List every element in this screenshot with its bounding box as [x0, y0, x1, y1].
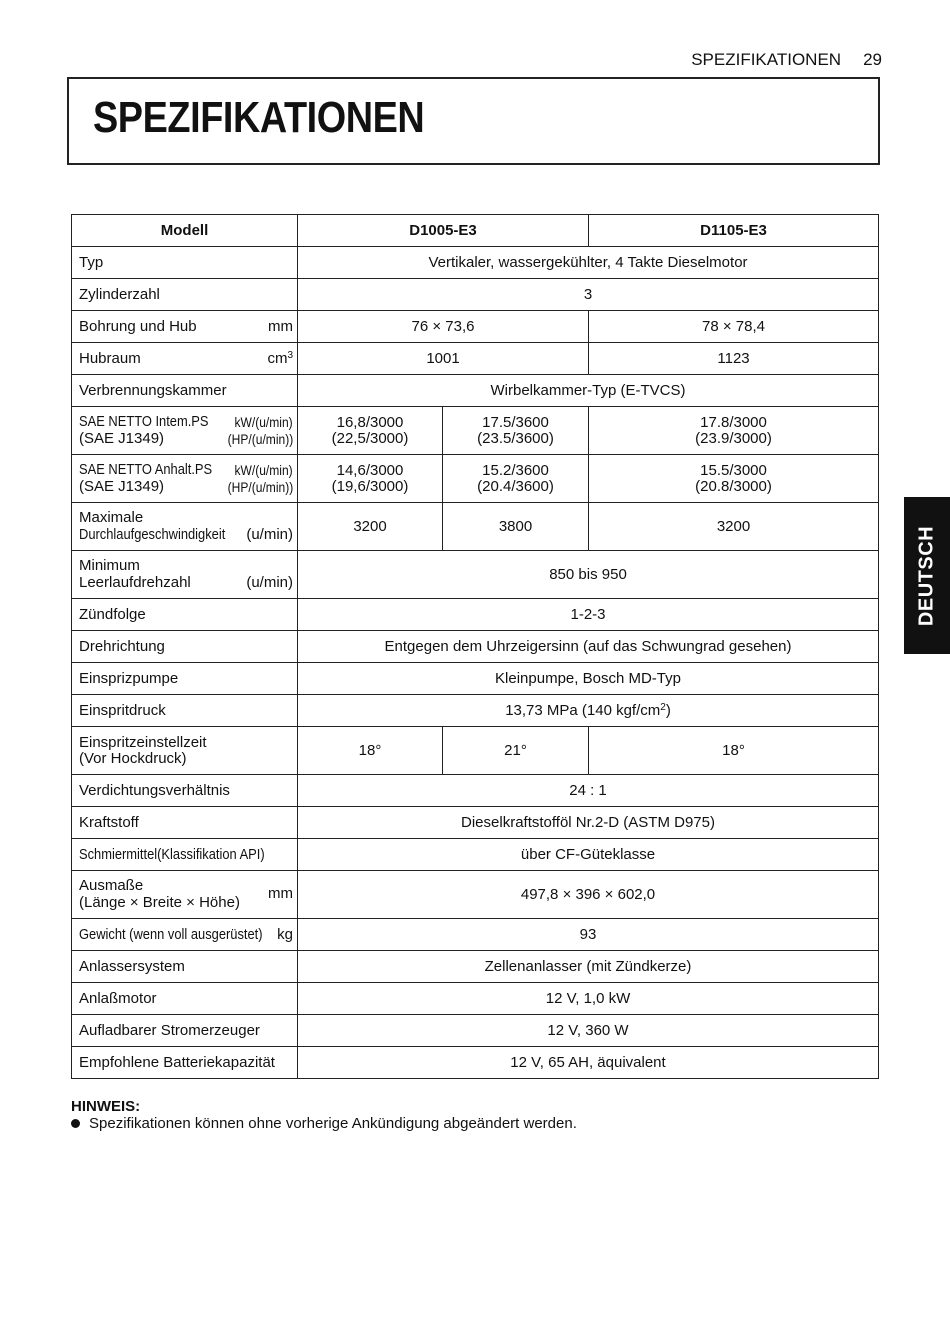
unit-label: kg — [277, 925, 293, 943]
cell-value: 1-2-3 — [298, 599, 879, 631]
cell-value: 13,73 MPa (140 kgf/$cm^2$) — [298, 695, 879, 727]
table-row — [72, 631, 879, 663]
cell-value: Wirbelkammer-Typ (E-TVCS) — [298, 375, 879, 407]
model-d1105-header: D1105-E3 — [589, 215, 879, 247]
cell-value: 18° — [298, 727, 443, 775]
table-row — [72, 503, 879, 551]
table-row — [72, 951, 879, 983]
row-label: Maximale — [79, 508, 144, 526]
row-label: Drehrichtung — [72, 631, 298, 663]
cell-value: 24 : 1 — [298, 775, 879, 807]
cell-value: 850 bis 950 — [298, 551, 879, 599]
table-row — [72, 279, 879, 311]
note-item — [71, 1115, 577, 1132]
row-label: Zylinderzahl — [72, 279, 298, 311]
cell-value: 497,8 × 396 × 602,0 — [298, 871, 879, 919]
table-row — [72, 1047, 879, 1079]
row-label: SAE NETTO Anhalt.PS — [79, 460, 213, 478]
cell-value: 78 × 78,4 — [589, 311, 879, 343]
row-label: Verbrennungskammer — [72, 375, 298, 407]
row-label-cell — [72, 407, 298, 455]
unit-label: (HP/(u/min)) — [227, 478, 293, 495]
row-label-sub: (SAE J1349) — [79, 429, 165, 447]
table-row — [72, 551, 879, 599]
table-row — [72, 247, 879, 279]
row-label-cell — [72, 311, 298, 343]
model-header: Modell — [72, 215, 298, 247]
table-row — [72, 839, 879, 871]
row-label-cell — [72, 503, 298, 551]
table-row — [72, 695, 879, 727]
cell-value: 3200 — [298, 503, 443, 551]
row-label: Kraftstoff — [72, 807, 298, 839]
page-number: 29 — [863, 50, 882, 69]
section-name: SPEZIFIKATIONEN — [691, 50, 842, 69]
language-tab-label: DEUTSCH — [915, 525, 938, 626]
model-d1005-header: D1005-E3 — [298, 215, 589, 247]
row-label: Ausmaße — [79, 876, 144, 894]
row-label-cell — [72, 343, 298, 375]
cell-value: 1001 — [298, 343, 589, 375]
title-box — [67, 77, 880, 165]
cell-value: 14,6/3000 (19,6/3000) — [298, 455, 443, 503]
language-tab — [904, 497, 950, 654]
note-text: Spezifikationen können ohne vorherige Ankündigung abgeändert werden. — [89, 1115, 577, 1132]
row-label: Aufladbarer Stromerzeuger — [72, 1015, 298, 1047]
table-row — [72, 311, 879, 343]
table-row — [72, 775, 879, 807]
row-label: Einspritdruck — [72, 695, 298, 727]
unit-label: kW/(u/min) — [234, 413, 293, 430]
cell-value: 15.2/3600 (20.4/3600) — [443, 455, 589, 503]
cell-value: Zellenanlasser (mit Zündkerze) — [298, 951, 879, 983]
cell-value: Dieselkraftstofföl Nr.2-D (ASTM D975) — [298, 807, 879, 839]
row-label: Hubraum — [79, 349, 141, 367]
table-row — [72, 1015, 879, 1047]
row-label-sub: (Länge × Breite × Höhe) — [79, 893, 240, 911]
cell-value: Entgegen dem Uhrzeigersinn (auf das Schwungrad gesehen) — [298, 631, 879, 663]
row-label: Einsprizpumpe — [72, 663, 298, 695]
specifications-table — [71, 214, 879, 1079]
cell-value: 12 V, 1,0 kW — [298, 983, 879, 1015]
row-label: Anlassersystem — [72, 951, 298, 983]
note-block — [71, 1098, 577, 1132]
table-row — [72, 375, 879, 407]
row-label: Verdichtungsverhältnis — [72, 775, 298, 807]
row-label: Zündfolge — [72, 599, 298, 631]
cell-value: 76 × 73,6 — [298, 311, 589, 343]
table-row — [72, 919, 879, 951]
row-label: Schmiermittel(Klassifikation API) — [79, 845, 265, 863]
cell-value: 16,8/3000 (22,5/3000) — [298, 407, 443, 455]
running-header — [600, 50, 882, 70]
row-label: Gewicht (wenn voll ausgerüstet) — [79, 925, 263, 943]
cell-value: 1123 — [589, 343, 879, 375]
row-label: Empfohlene Batteriekapazität — [72, 1047, 298, 1079]
row-label: Minimum — [79, 556, 140, 574]
cell-value: 3 — [298, 279, 879, 311]
note-heading: HINWEIS: — [71, 1098, 141, 1115]
table-row — [72, 983, 879, 1015]
cell-value: 12 V, 65 AH, äquivalent — [298, 1047, 879, 1079]
table-row — [72, 343, 879, 375]
cell-value: 17.8/3000 (23.9/3000) — [589, 407, 879, 455]
row-label: Typ — [72, 247, 298, 279]
table-row — [72, 599, 879, 631]
cell-value: Vertikaler, wassergekühlter, 4 Takte Dieselmotor — [298, 247, 879, 279]
row-label: SAE NETTO Intem.PS — [79, 412, 209, 430]
table-header-row — [72, 215, 879, 247]
cell-value: 15.5/3000 (20.8/3000) — [589, 455, 879, 503]
table-row — [72, 871, 879, 919]
table-row — [72, 727, 879, 775]
cell-value: 18° — [589, 727, 879, 775]
row-label-sub: (SAE J1349) — [79, 477, 165, 495]
cell-value: 3200 — [589, 503, 879, 551]
table-row — [72, 807, 879, 839]
bullet-icon — [71, 1119, 80, 1128]
row-label: Einspritzeinstellzeit — [79, 733, 207, 751]
cell-value: 93 — [298, 919, 879, 951]
unit-label: (u/min) — [246, 525, 293, 543]
cell-value: über CF-Güteklasse — [298, 839, 879, 871]
row-label-cell — [72, 551, 298, 599]
row-label: Anlaßmotor — [72, 983, 298, 1015]
table-row — [72, 663, 879, 695]
cell-value: 17.5/3600 (23.5/3600) — [443, 407, 589, 455]
row-label-cell — [72, 871, 298, 919]
page-title: SPEZIFIKATIONEN — [93, 93, 425, 142]
row-label-sub: Durchlaufgeschwindigkeit — [79, 525, 226, 543]
table-row — [72, 407, 879, 455]
row-label-cell — [72, 727, 298, 775]
row-label-sub: (Vor Hockdruck) — [79, 749, 187, 767]
unit-label: (u/min) — [246, 573, 293, 591]
row-label-cell — [72, 919, 298, 951]
row-label-sub: Leerlaufdrehzahl — [79, 573, 191, 591]
unit-label: kW/(u/min) — [234, 461, 293, 478]
row-label-cell — [72, 455, 298, 503]
cell-value: 12 V, 360 W — [298, 1015, 879, 1047]
row-label-cell — [72, 839, 298, 871]
unit-label: $cm^3$ — [267, 349, 293, 367]
row-label: Bohrung und Hub — [79, 317, 197, 335]
unit-label: mm — [268, 317, 293, 335]
unit-label: (HP/(u/min)) — [227, 430, 293, 447]
cell-value: Kleinpumpe, Bosch MD-Typ — [298, 663, 879, 695]
unit-label: mm — [268, 884, 293, 902]
cell-value: 3800 — [443, 503, 589, 551]
cell-value: 21° — [443, 727, 589, 775]
table-row — [72, 455, 879, 503]
